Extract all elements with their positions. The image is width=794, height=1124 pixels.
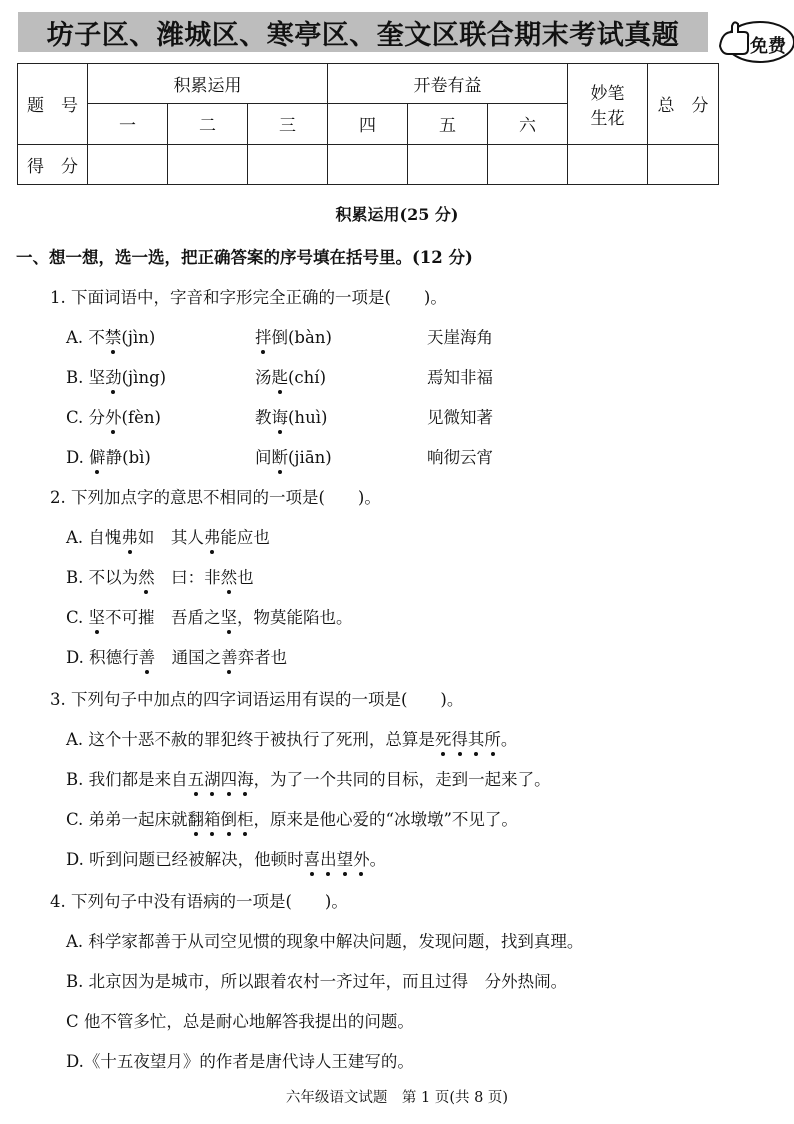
option-b: B. 坚劲(jìng) (66, 368, 167, 387)
emphasis-char: 喜 (303, 850, 321, 869)
option-c: C. 分外(fèn) (66, 408, 161, 427)
question-stem: 3. 下列句子中加点的四字词语运用有误的一项是( )。 (50, 690, 464, 709)
option-d: D. 积德行善 通国之善弈者也 (66, 648, 288, 667)
option-a: A. 这个十恶不赦的罪犯终于被执行了死刑，总算是死得其所。 (66, 730, 518, 749)
emphasis-char: 倒 (220, 810, 238, 829)
col-3: 三 (248, 104, 328, 144)
col-1: 一 (88, 104, 168, 144)
score-table (17, 63, 719, 185)
score-row-label: 得 分 (18, 144, 88, 184)
col-4: 四 (328, 104, 408, 144)
option-c-word3: 见微知著 (427, 408, 493, 427)
row-header-cell: 题 号 (18, 64, 88, 145)
option-a: A. 不禁(jìn) (66, 328, 156, 347)
question-stem: 1. 下面词语中，字音和字形完全正确的一项是( )。 (50, 288, 447, 307)
col-2: 二 (168, 104, 248, 144)
option-b: B. 我们都是来自五湖四海，为了一个共同的目标，走到一起来了。 (66, 770, 551, 789)
part-title: 一、想一想，选一选，把正确答案的序号填在括号里。(12 分) (16, 248, 473, 267)
emphasis-char: 柜 (237, 810, 254, 829)
question-stem: 4. 下列句子中没有语病的一项是( )。 (50, 892, 348, 911)
emphasis-char: 湖 (204, 770, 221, 789)
option-b: B. 不以为然 曰：非然也 (66, 568, 254, 587)
emphasis-char: 死 (434, 730, 452, 749)
score-cell[interactable] (168, 144, 248, 184)
writing-bottom: 生花 (590, 108, 625, 129)
option-d-word3: 响彻云宵 (427, 448, 493, 467)
col-6: 六 (488, 104, 568, 144)
score-cell[interactable] (328, 144, 408, 184)
option-a-word2: 拌倒(bàn) (255, 328, 332, 347)
option-b-word3: 焉知非福 (427, 368, 493, 387)
emphasis-char: 箱 (204, 810, 221, 829)
writing-header (568, 64, 648, 145)
score-cell[interactable] (648, 144, 719, 184)
option-d: D. 僻静(bì) (66, 448, 151, 467)
badge-label: 免费 (750, 36, 786, 57)
score-cell[interactable] (248, 144, 328, 184)
page-footer: 六年级语文试题 第 1 页(共 8 页) (285, 1090, 509, 1106)
option-a-word3: 天崖海角 (427, 328, 493, 347)
option-d: D.《十五夜望月》的作者是唐代诗人王建写的。 (66, 1052, 414, 1071)
option-c: C 他不管多忙，总是耐心地解答我提出的问题。 (66, 1012, 414, 1031)
exam-title: 坊子区、潍城区、寒亭区、奎文区联合期末考试真题 (46, 19, 680, 51)
section-title: 积累运用(25 分) (335, 205, 459, 224)
group-accumulate: 积累运用 (88, 64, 328, 104)
total-header: 总 分 (648, 64, 719, 145)
exam-title-banner (18, 12, 708, 52)
emphasis-char: 得 (451, 730, 468, 749)
group-reading: 开卷有益 (328, 64, 568, 104)
emphasis-char: 海 (237, 770, 254, 789)
writing-top: 妙笔 (590, 83, 625, 104)
emphasis-char: 翻 (187, 810, 205, 829)
score-cell[interactable] (488, 144, 568, 184)
option-c: C. 坚不可摧 吾盾之坚，物莫能陷也。 (66, 608, 353, 627)
emphasis-char: 望 (336, 850, 354, 869)
question-stem: 2. 下列加点字的意思不相同的一项是( )。 (50, 488, 381, 507)
option-c-word2: 教诲(huì) (255, 408, 328, 427)
option-a: A. 自愧弗如 其人弗能应也 (66, 528, 270, 547)
option-d: D. 听到问题已经被解决，他顿时喜出望外。 (66, 850, 387, 869)
col-5: 五 (408, 104, 488, 144)
emphasis-char: 其 (467, 730, 485, 749)
score-cell[interactable] (408, 144, 488, 184)
free-badge (714, 12, 794, 70)
option-a: A. 科学家都善于从司空见惯的现象中解决问题，发现问题，找到真理。 (66, 932, 584, 951)
score-cell[interactable] (88, 144, 168, 184)
emphasis-char: 外 (353, 850, 370, 869)
emphasis-char: 出 (320, 850, 337, 869)
option-b: B. 北京因为是城市，所以跟着农村一齐过年，而且过得 分外热闹。 (66, 972, 568, 991)
emphasis-char: 五 (187, 770, 205, 789)
option-c: C. 弟弟一起床就翻箱倒柜，原来是他心爱的“冰墩墩”不见了。 (66, 810, 518, 829)
emphasis-char: 所 (484, 730, 501, 749)
emphasis-char: 四 (220, 770, 238, 789)
option-d-word2: 间断(jiān) (255, 448, 332, 467)
score-cell[interactable] (568, 144, 648, 184)
option-b-word2: 汤匙(chí) (255, 368, 327, 387)
